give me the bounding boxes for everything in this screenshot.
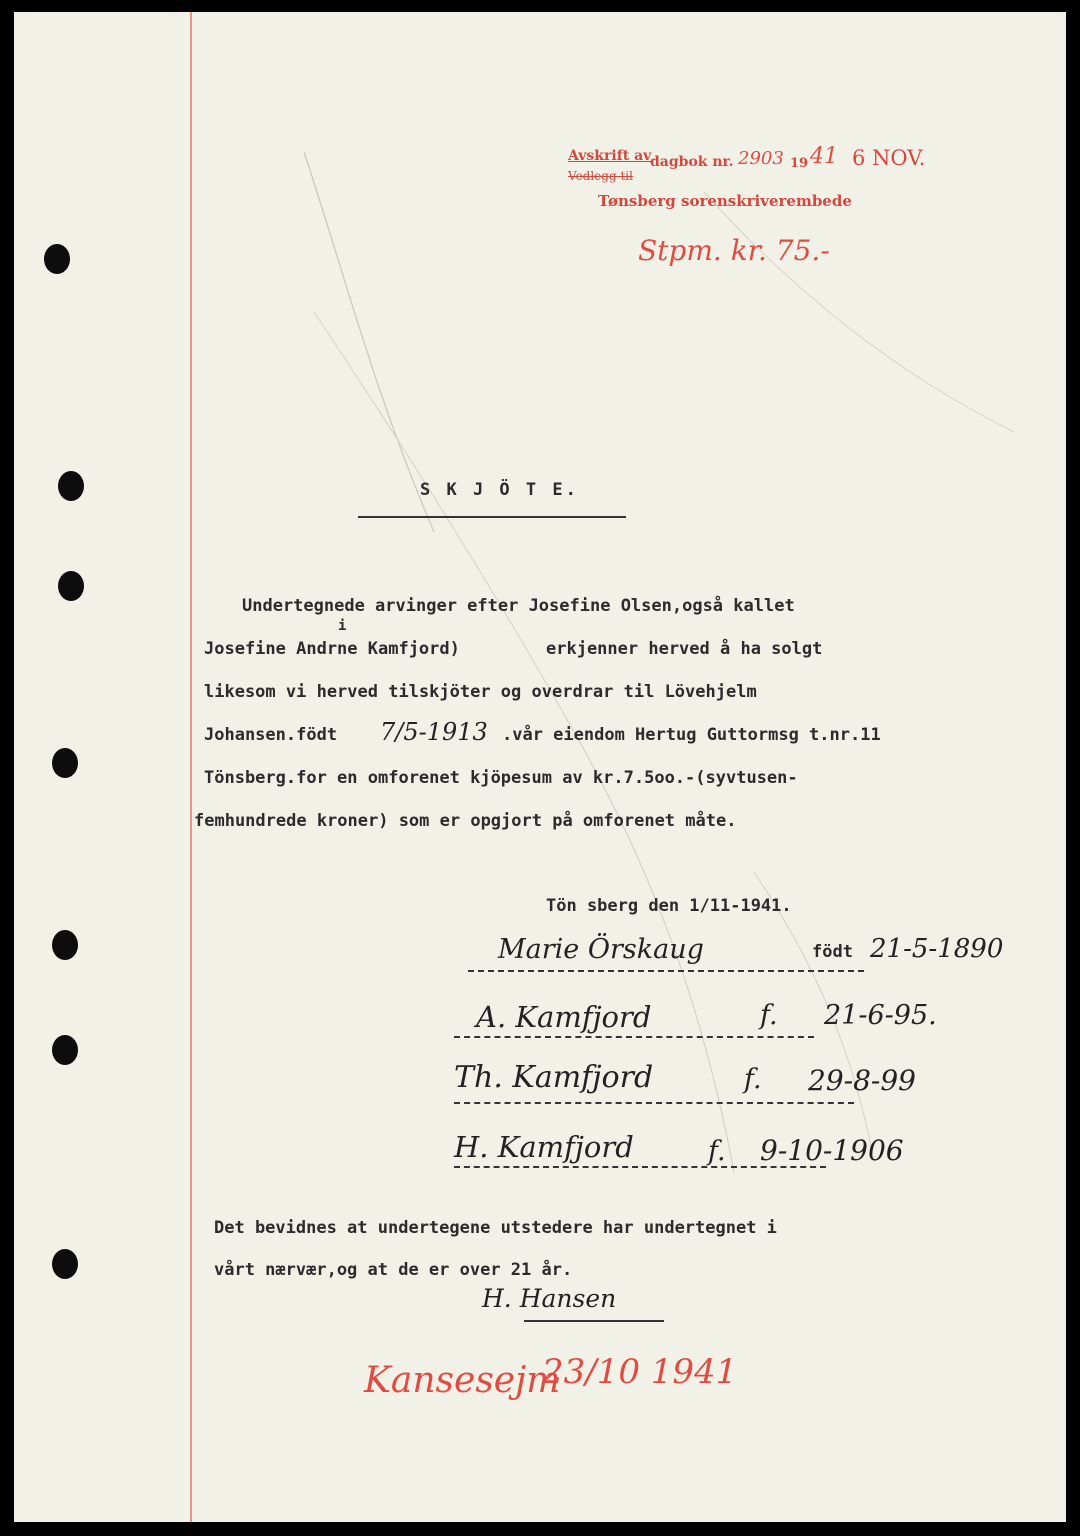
- signature-4-born-label: f.: [708, 1136, 726, 1167]
- signature-1-born: 21-5-1890: [870, 934, 1004, 964]
- document-page: [14, 12, 1066, 1522]
- punch-hole: [58, 571, 84, 601]
- signature-2-born-label: f.: [760, 1000, 778, 1031]
- signature-3-born-label: f.: [744, 1064, 762, 1095]
- punch-hole: [52, 1035, 78, 1065]
- stamp-year-prefix: 19: [790, 156, 809, 171]
- bottom-note-date: 23/10 1941: [542, 1352, 738, 1392]
- red-margin-line: [190, 12, 192, 1522]
- signature-2-born: 21-6-95.: [824, 1000, 937, 1031]
- place-date: Tön sberg den 1/11-1941.: [546, 896, 792, 916]
- signature-4-born: 9-10-1906: [760, 1134, 904, 1167]
- body-line-3: likesom vi herved tilskjöter og overdrar til Lövehjelm: [204, 682, 757, 702]
- body-line-4b: .vår eiendom Hertug Guttormsg t.nr.11: [502, 725, 881, 745]
- punch-hole: [44, 244, 70, 274]
- stamp-office: Tønsberg sorenskriverembede: [598, 192, 852, 210]
- witness-signature-underline: [524, 1320, 664, 1322]
- witness-signature: H. Hansen: [482, 1284, 617, 1313]
- stamp-year: 41: [810, 144, 838, 169]
- body-insert-i: i: [338, 618, 347, 634]
- stamp-dagbok: dagbok nr.: [650, 154, 734, 170]
- signature-line: [454, 1036, 814, 1038]
- signature-4: H. Kamfjord: [454, 1130, 634, 1164]
- witness-line-2: vårt nærvær,og at de er over 21 år.: [214, 1260, 573, 1280]
- signature-3-born: 29-8-99: [808, 1064, 916, 1097]
- title-underline: [358, 516, 626, 518]
- witness-line-1: Det bevidnes at undertegene utstedere har undertegnet i: [214, 1218, 777, 1238]
- body-line-2b: erkjenner herved å ha solgt: [546, 639, 823, 659]
- stamp-number: 2903: [738, 148, 784, 169]
- birth-date-handwritten: 7/5-1913: [380, 718, 488, 746]
- document-title: S K J Ö T E.: [420, 480, 579, 500]
- signature-1-born-label: födt: [812, 942, 853, 962]
- body-line-5: Tönsberg.for en omforenet kjöpesum av kr.7.5oo.-(syvtusen-: [204, 768, 798, 788]
- signature-line: [454, 1102, 854, 1104]
- body-line-2a: Josefine Andrne Kamfjord): [204, 639, 460, 659]
- punch-hole: [52, 930, 78, 960]
- fee-note: Stpm. kr. 75.-: [638, 234, 830, 267]
- body-line-1: Undertegnede arvinger efter Josefine Olsen,også kallet: [242, 596, 795, 616]
- punch-hole: [58, 471, 84, 501]
- bottom-note-text: Kansesejm: [364, 1360, 561, 1401]
- signature-2: A. Kamfjord: [476, 1000, 652, 1034]
- body-line-6: femhundrede kroner) som er opgjort på omforenet måte.: [194, 811, 737, 831]
- signature-3: Th. Kamfjord: [454, 1060, 654, 1095]
- signature-1: Marie Örskaug: [498, 934, 704, 965]
- stamp-date: 6 NOV.: [852, 146, 926, 170]
- punch-hole: [52, 1249, 78, 1279]
- signature-line: [468, 970, 864, 972]
- stamp-avskrift: Avskrift av: [568, 148, 652, 164]
- body-line-4a: Johansen.födt: [204, 725, 338, 745]
- punch-hole: [52, 748, 78, 778]
- stamp-vedlegg: Vedlegg til: [568, 169, 633, 183]
- signature-line: [454, 1166, 826, 1168]
